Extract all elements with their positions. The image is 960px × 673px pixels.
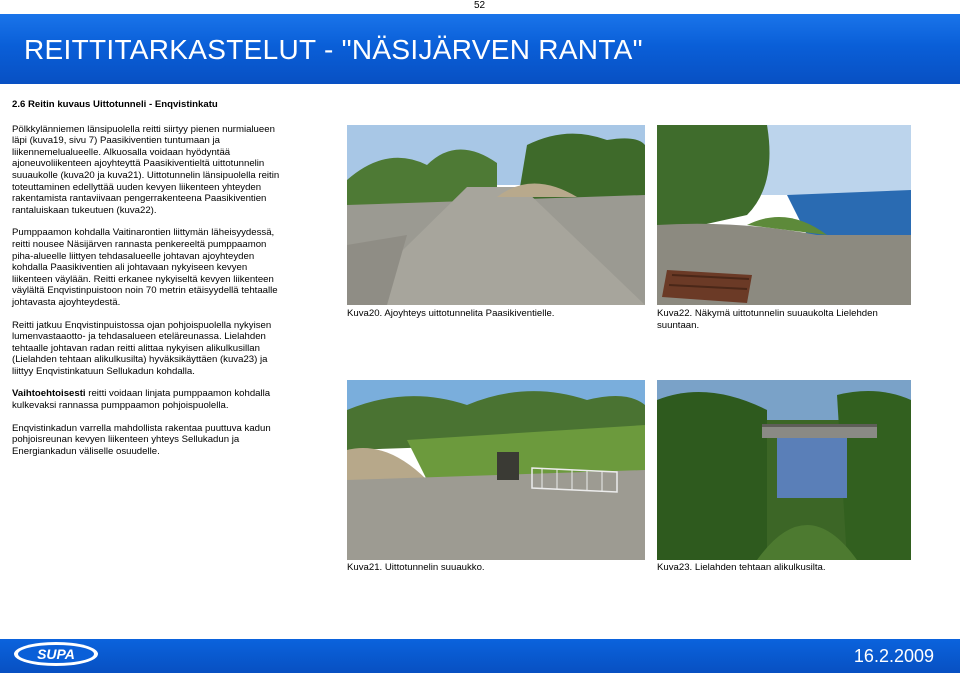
lake-shore-photo: [657, 125, 911, 305]
body-text-column: [12, 99, 287, 468]
page-number: 52: [474, 0, 486, 11]
page-title: REITTITARKASTELUT - "NÄSIJÄRVEN RANTA": [24, 34, 643, 65]
gravel-road-photo: [347, 125, 645, 305]
paragraph-4-lead: Vaihtoehtoisesti: [12, 388, 86, 400]
underpass-bridge-photo: [657, 380, 911, 560]
caption-kuva22: Kuva22. Näkymä uittotunnelin suuaukolta Lielehden suuntaan.: [657, 308, 878, 331]
paragraph-2: Pumppaamon kohdalla Vaitinarontien liittymän läheisyydessä, reitti nousee Näsijärven rannasta penkereeltä pumppaamon piha-alueelle liittyen tehdasalueelle johtavan ajoyhteyden kohdalla Paasikiventien ali johtavaan nykyiseen kevyen liikenteen väylään. Reitti erkanee nykyiseltä kevyen liikenteen väylältä Enqvistinpuistoon noin 70 metrin etäisyydellä tehtaalle johtavasta ajoyhteydestä.: [12, 227, 278, 308]
caption-kuva23: Kuva23. Lielahden tehtaan alikulkusilta.: [657, 562, 826, 573]
paragraph-3: Reitti jatkuu Enqvistinpuistossa ojan pohjoispuolella nykyisen lumenvastaaotto- ja tehdasalueen eteläreunassa. Lielahden tehtaalle johtavan radan reitti alittaa nykyisen alikulkusillan (Lielahden tehtaan alikulkusilta) hyväksikäyttäen (kuva23) ja liittyy Enqvistinkatuun Sellukadun kohdalla.: [12, 319, 272, 377]
paragraph-1: Pölkkylänniemen länsipuolella reitti siirtyy pienen nurmialueen läpi (kuva19, sivu 7) Paasikiventien tuntumaan ja liikennemelualueelle. Alkuosalla voidaan hyödyntää ajoneuvoliikenteen ajoyhteyttä Paasikiventieltä uittotunnelin suuaukolle (kuva20 ja kuva21). Uittotunnelin länsipuolella reitin toteuttaminen edellyttää uuden kevyen liikenteen yhteyden rakentamista rantaviivaan pengerrakenteena Paasikiventien rantaluiskaan tukeutuen (kuva22).: [12, 123, 280, 216]
title-banner: [0, 14, 960, 84]
section-heading: 2.6 Reitin kuvaus Uittotunneli - Enqvistinkatu: [12, 99, 218, 110]
caption-kuva20: Kuva20. Ajoyhteys uittotunnelita Paasikiventielle.: [347, 308, 555, 319]
paragraph-5: Enqvistinkadun varrella mahdollista rakentaa puuttuva kadun pohjoisreunan kevyen liikenteen yhteys Sellukadun ja Energiankadun väliselle osuudelle.: [12, 422, 271, 457]
tunnel-entrance-photo: [347, 380, 645, 560]
supa-logo: [12, 640, 100, 668]
paragraph-4: [12, 388, 287, 411]
photo-kuva22: [657, 125, 911, 305]
photo-kuva21: [347, 380, 645, 560]
footer-bar: [0, 639, 960, 673]
supa-logo-icon: [12, 640, 100, 668]
footer-date: 16.2.2009: [853, 646, 934, 666]
photo-kuva23: [657, 380, 911, 560]
caption-kuva21: Kuva21. Uittotunnelin suuaukko.: [347, 562, 485, 573]
supa-logo-text: SUPA: [37, 646, 75, 662]
paragraph-4-rest: reitti voidaan linjata pumppaamon kohdalla kulkevaksi rannassa pumppaamon pohjoispuolella.: [12, 388, 271, 412]
photo-kuva20: [347, 125, 645, 305]
